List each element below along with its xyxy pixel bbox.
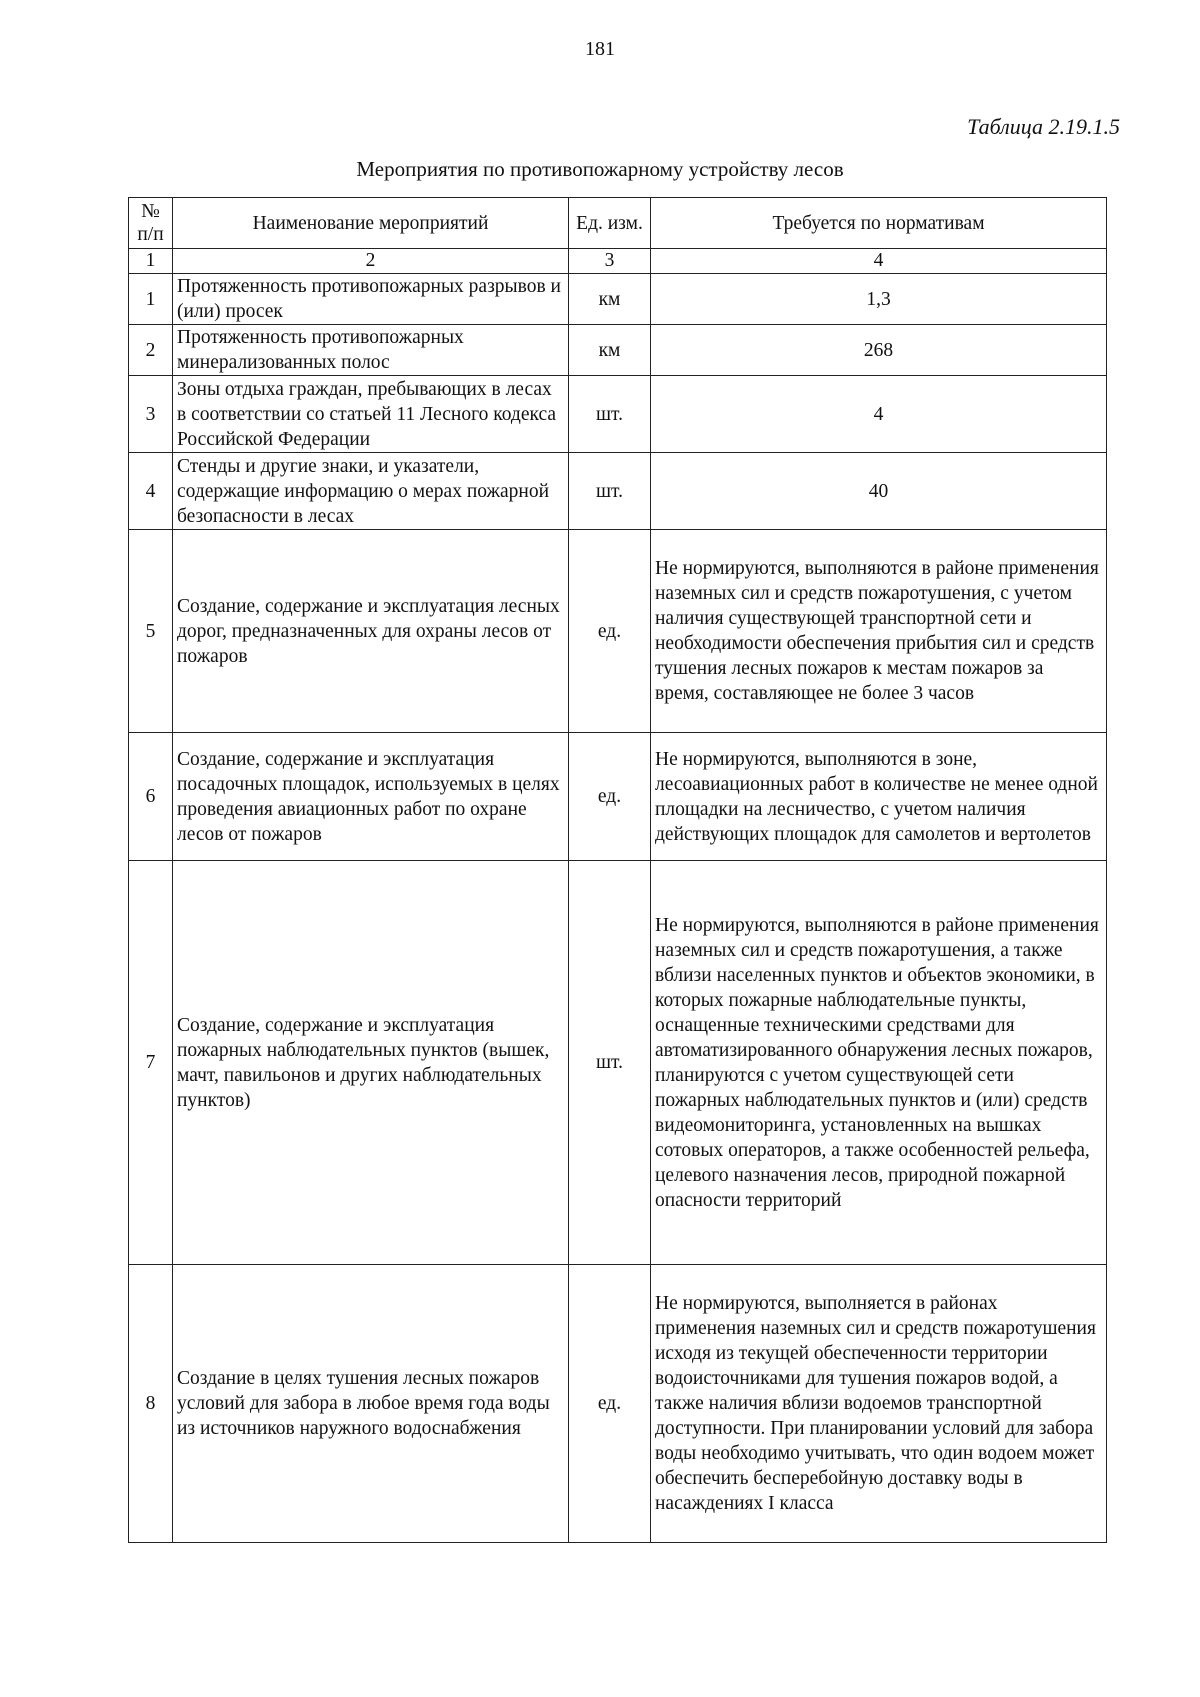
row-number: 4 — [129, 453, 173, 530]
column-index: 2 — [173, 249, 569, 274]
measure-name: Создание в целях тушения лесных пожаров условий для забора в любое время года воды из источников наружного водоснабжения — [173, 1265, 569, 1543]
row-number: 1 — [129, 274, 173, 325]
table-row — [129, 1265, 1107, 1543]
measure-unit: шт. — [569, 376, 651, 453]
measure-required: 1,3 — [651, 274, 1107, 325]
measure-name: Создание, содержание и эксплуатация посадочных площадок, используемых в целях проведения авиационных работ по охране лесов от пожаров — [173, 733, 569, 861]
measure-unit: ед. — [569, 1265, 651, 1543]
measure-required: Не нормируются, выполняются в зоне, лесоавиационных работ в количестве не менее одной площадки на лесничество, с учетом наличия действующих площадок для самолетов и вертолетов — [651, 733, 1107, 861]
table-row — [129, 376, 1107, 453]
measure-name: Протяженность противопожарных минерализованных полос — [173, 325, 569, 376]
column-index: 4 — [651, 249, 1107, 274]
table-title: Мероприятия по противопожарному устройству лесов — [356, 157, 844, 181]
row-number: 2 — [129, 325, 173, 376]
header-num: № п/п — [129, 198, 173, 249]
header-unit: Ед. изм. — [569, 198, 651, 249]
measure-name: Протяженность противопожарных разрывов и (или) просек — [173, 274, 569, 325]
row-number: 5 — [129, 530, 173, 733]
measure-required: 4 — [651, 376, 1107, 453]
header-row — [129, 198, 1107, 249]
measure-required: 268 — [651, 325, 1107, 376]
measure-name: Зоны отдыха граждан, пребывающих в лесах в соответствии со статьей 11 Лесного кодекса Российской Федерации — [173, 376, 569, 453]
measure-unit: ед. — [569, 733, 651, 861]
measures-table — [128, 197, 1107, 1543]
measure-unit: шт. — [569, 453, 651, 530]
row-number: 6 — [129, 733, 173, 861]
row-number: 8 — [129, 1265, 173, 1543]
measure-required: Не нормируются, выполняется в районах применения наземных сил и средств пожаротушения исходя из текущей обеспеченности территории водоисточниками для тушения пожаров водой, а также наличия вблизи водоемов транспортной доступности. При планировании условий для забора воды необходимо учитывать, что один водоем может обеспечить бесперебойную доставку воды в насаждениях I класса — [651, 1265, 1107, 1543]
measure-name: Создание, содержание и эксплуатация пожарных наблюдательных пунктов (вышек, мачт, павильонов и других наблюдательных пунктов) — [173, 861, 569, 1265]
column-index: 3 — [569, 249, 651, 274]
measure-name: Стенды и другие знаки, и указатели, содержащие информацию о мерах пожарной безопасности в лесах — [173, 453, 569, 530]
table-row — [129, 530, 1107, 733]
table-row — [129, 274, 1107, 325]
table-label: Таблица 2.19.1.5 — [967, 114, 1120, 139]
header-name: Наименование мероприятий — [173, 198, 569, 249]
row-number: 3 — [129, 376, 173, 453]
column-index-row — [129, 249, 1107, 274]
table-row — [129, 861, 1107, 1265]
row-number: 7 — [129, 861, 173, 1265]
measure-unit: км — [569, 325, 651, 376]
header-required: Требуется по нормативам — [651, 198, 1107, 249]
table-row — [129, 733, 1107, 861]
measure-name: Создание, содержание и эксплуатация лесных дорог, предназначенных для охраны лесов от пожаров — [173, 530, 569, 733]
table-row — [129, 325, 1107, 376]
measure-required: 40 — [651, 453, 1107, 530]
column-index: 1 — [129, 249, 173, 274]
table-row — [129, 453, 1107, 530]
measure-required: Не нормируются, выполняются в районе применения наземных сил и средств пожаротушения, а также вблизи населенных пунктов и объектов экономики, в которых пожарные наблюдательные пункты, оснащенные техническими средствами для автоматизированного обнаружения лесных пожаров, планируются с учетом существующей сети пожарных наблюдательных пунктов и (или) средств видеомониторинга, установленных на вышках сотовых операторов, а также особенностей рельефа, целевого назначения лесов, природной пожарной опасности территорий — [651, 861, 1107, 1265]
page-number: 181 — [585, 38, 615, 60]
measure-unit: км — [569, 274, 651, 325]
measure-unit: шт. — [569, 861, 651, 1265]
measure-required: Не нормируются, выполняются в районе применения наземных сил и средств пожаротушения, с учетом наличия существующей транспортной сети и необходимости обеспечения прибытия сил и средств тушения лесных пожаров к местам пожаров за время, составляющее не более 3 часов — [651, 530, 1107, 733]
measure-unit: ед. — [569, 530, 651, 733]
